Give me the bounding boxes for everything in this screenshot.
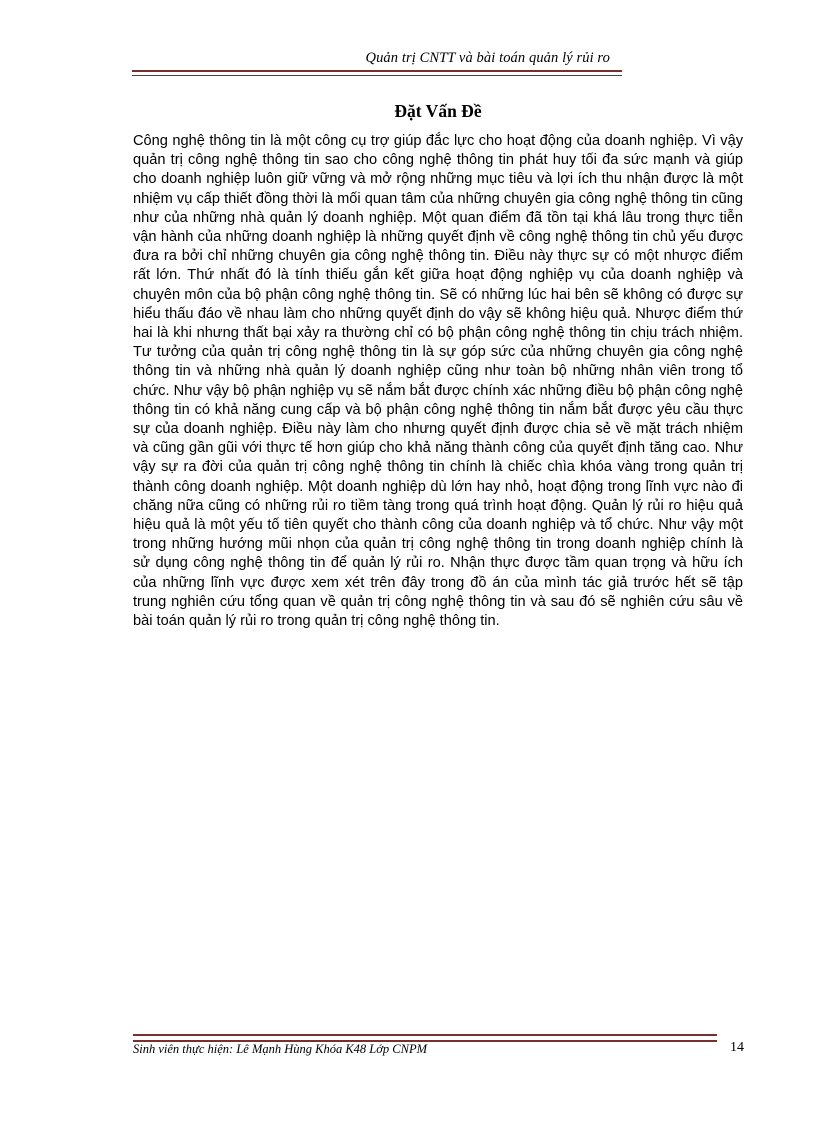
footer-author-line: Sinh viên thực hiện: Lê Mạnh Hùng Khóa K48 Lớp CNPM: [133, 1042, 428, 1056]
footer-divider: [133, 1034, 717, 1042]
page-number: 14: [730, 1040, 744, 1055]
page-title: Đặt Vấn Đề: [394, 101, 482, 121]
header-divider: [132, 70, 622, 76]
running-header: Quản trị CNTT và bài toán quản lý rủi ro: [365, 50, 610, 66]
body-paragraph: Công nghệ thông tin là một công cụ trợ giúp đắc lực cho hoạt động của doanh nghiệp. Vì vậy quản trị công nghệ thông tin sao cho công nghệ thông tin phát huy tối đa sức mạnh và giúp cho doanh nghiệp luôn giữ vững và mở rộng những mục tiêu và lợi ích thu nhận được là một nhiệm vụ cấp thiết đồng thời là mối quan tâm của những chuyên gia công nghệ thông tin cũng như của những nhà quản lý doanh nghiệp. Một quan điểm đã tồn tại khá lâu trong thực tiễn vận hành của những doanh nghiệp là những quyết định về công nghệ thông tin chủ yếu được đưa ra bởi chỉ những chuyên gia công nghệ thông tin. Điều này thực sự có một nhược điểm rất lớn. Thứ nhất đó là tính thiếu gắn kết giữa hoạt động nghiệp vụ của doanh nghiệp và chuyên môn của bộ phận công nghệ thông tin. Sẽ có những lúc hai bên sẽ không có được sự hiểu thấu đáo về nhau làm cho những quyết định do vậy sẽ không hiệu quả. Nhược điểm thứ hai là khi nhưng thất bại xảy ra thường chỉ có bộ phận công nghệ thông tin chịu trách nhiệm. Tư tưởng của quản trị công nghệ thông tin là sự góp sức của những chuyên gia công nghệ thông tin và những nhà quản lý doanh nghiệp cũng như toàn bộ những nhân viên trong tổ chức. Như vậy bộ phận nghiệp vụ sẽ nắm bắt được chính xác những điều bộ phận công nghệ thông tin có khả năng cung cấp và bộ phận công nghệ thông tin nắm bắt được yêu cầu thực sự của doanh nghiệp. Điều này làm cho nhưng quyết định được chia sẻ về mặt trách nhiệm và cũng gần gũi với thực tế hơn giúp cho khả năng thành công của quyết định tăng cao. Như vậy sự ra đời của quản trị công nghệ thông tin chính là chiếc chìa khóa vàng trong quản trị thành công doanh nghiệp. Một doanh nghiệp dù lớn hay nhỏ, hoạt động trong lĩnh vực nào đi chăng nữa cũng có những rủi ro tiềm tàng trong quá trình hoạt động. Quản lý rủi ro hiệu quả hiệu quả là một yếu tố tiên quyết cho thành công của doanh nghiệp và tổ chức. Như vậy một trong những hướng mũi nhọn của quản trị công nghệ thông tin trong doanh nghiệp chính là sử dụng công nghệ thông tin để quản lý rủi ro. Nhận thực được tầm quan trọng và hữu ích của những lĩnh vực được xem xét trên đây trong đồ án của mình tác giả trước hết sẽ tập trung nghiên cứu tổng quan về quản trị công nghệ thông tin và sau đó sẽ nghiên cứu sâu về bài toán quản lý rủi ro trong quản trị công nghệ thông tin.: [133, 133, 743, 630]
